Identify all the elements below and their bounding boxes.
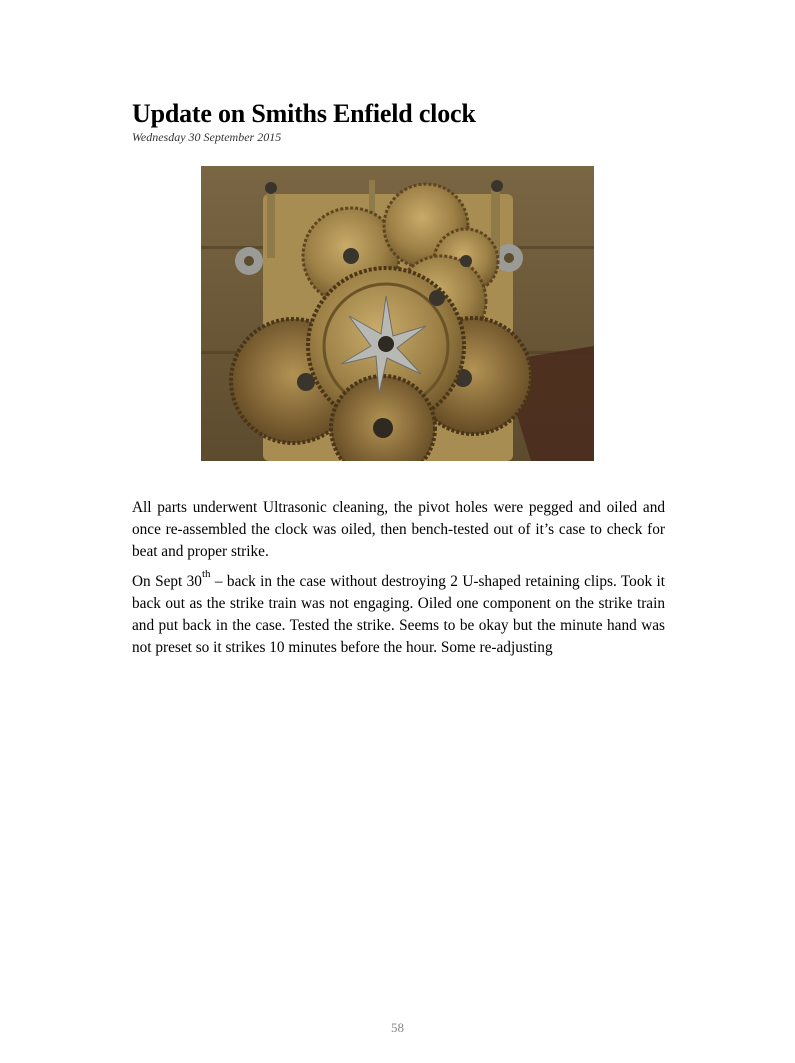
paragraph-sept-30 (132, 568, 665, 659)
post-date: Wednesday 30 September 2015 (132, 130, 282, 144)
paragraph-sept-30-start: On Sept 30 (132, 573, 202, 590)
paragraph-cleaning: All parts underwent Ultrasonic cleaning, the pivot holes were pegged and oiled and once re-assembled the clock was oiled, then bench-tested out of it’s case to check for beat and proper strike. (132, 499, 665, 560)
article-body (132, 497, 665, 667)
clock-movement-photo (201, 166, 594, 461)
page-number: 58 (391, 1020, 404, 1035)
page-title: Update on Smiths Enfield clock (132, 99, 476, 128)
paragraph-sept-30-rest: – back in the case without destroying 2 U-shaped retaining clips. Took it back out as the strike train was not engaging. Oiled one component on the strike train and put back in the case. Tested the strike. Seems to be okay but the minute hand was not preset so it strikes 10 minutes before the hour. Some re-adjusting (132, 573, 665, 656)
ordinal-suffix: th (201, 568, 211, 580)
